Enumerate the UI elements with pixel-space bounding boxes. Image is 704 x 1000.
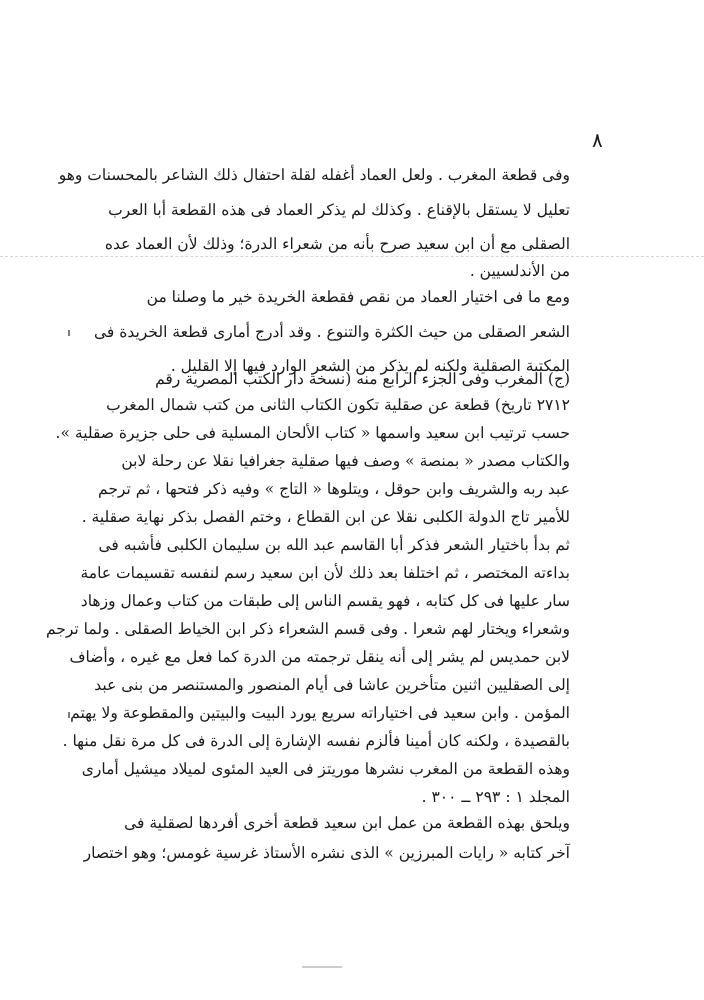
text-line: تعليل لا يستقل بالإقناع . وكذلك لم يذكر العماد فى هذه القطعة أبا العرب xyxy=(108,200,570,219)
scan-smudge xyxy=(302,966,342,968)
text-line: ومع ما فى اختيار العماد من نقص فقطعة الخريدة خير ما وصلنا من xyxy=(146,288,570,306)
page-number: ٨ xyxy=(592,128,603,152)
text-line: وفى قطعة المغرب . ولعل العماد أغفله لقلة احتفال ذلك الشاعر بالمحسنات وهو xyxy=(58,166,570,184)
text-line: من الأندلسيين . xyxy=(469,261,570,280)
text-line: لابن حمديس لم يشر إلى أنه ينقل ترجمته من الدرة كما فعل مع غيره ، وأضاف xyxy=(69,648,570,666)
text-line: ٢٧١٢ تاريخ) قطعة عن صقلية تكون الكتاب الثانى من كتب شمال المغرب xyxy=(106,396,570,414)
text-line: المكتبة الصقلية ولكنه لم يذكر من الشعر الوارد فيها إلا القليل . xyxy=(170,357,570,376)
text-line: الشعر الصقلى من حيث الكثرة والتنوع . وقد أدرج أمارى قطعة الخريدة فى xyxy=(93,322,570,341)
text-line: عبد ربه والشريف وابن حوقل ، ويتلوها « التاج » وفيه ذكر فتحها ، ثم ترجم xyxy=(98,480,570,498)
text-line: وهذه القطعة من المغرب نشرها موريتز فى العيد المئوى لميلاد ميشيل أمارى xyxy=(81,760,570,778)
text-line: المجلد ١ : ٢٩٣ ــ ٣٠٠ . xyxy=(421,788,570,806)
text-line: سار عليها فى كل كتابه ، فهو يقسم الناس إلى طبقات من كتاب وعمال وزهاد xyxy=(80,592,570,610)
text-line: وشعراء ويختار لهم شعرا . وفى قسم الشعراء ذكر ابن الخياط الصقلى . ولما ترجم xyxy=(45,620,570,638)
margin-mark xyxy=(68,330,70,336)
text-line: المؤمن . وابن سعيد فى اختياراته سريع يورد البيت والبيتين والمقطوعة ولا يهتم xyxy=(70,704,570,722)
paragraph-1 xyxy=(58,158,570,280)
text-line: ثم بدأ باختيار الشعر فذكر أبا القاسم عبد الله بن سليمان الكلبى فأشبه فى xyxy=(98,536,570,554)
text-line: حسب ترتيب ابن سعيد واسمها « كتاب الألحان المسلية فى حلى جزيرة صقلية ». xyxy=(55,424,570,442)
paragraph-4 xyxy=(83,808,570,868)
text-line: والكتاب مصدر « بمنصة » وصف فيها صقلية جغرافيا نقلا عن رحلة لابن xyxy=(121,452,570,470)
text-line: ويلحق بهذه القطعة من عمل ابن سعيد قطعة أخرى أفردها لصقلية فى xyxy=(124,814,570,832)
text-line: بداءته المختصر ، ثم اختلفا بعد ذلك لأن ابن سعيد رسم لنفسه تقسيمات عامة xyxy=(80,564,570,582)
text-line: للأمير تاج الدولة الكلبى نقلا عن ابن القطاع ، وختم الفصل بذكر نهاية صقلية . xyxy=(81,508,570,526)
text-line: (ج) المغرب وفى الجزء الرابع منه (نسخة دار الكتب المصرية رقم xyxy=(155,370,570,388)
paragraph-3 xyxy=(45,367,570,811)
text-line: الصقلى مع أن ابن سعيد صرح بأنه من شعراء الدرة؛ وذلك لأن العماد عده xyxy=(104,235,570,254)
text-line: إلى الصقليين اثنين متأخرين عاشا فى أيام المنصور والمستنصر من بنى عبد xyxy=(94,676,570,694)
text-line: بالقصيدة ، ولكنه كان أمينا فألزم نفسه الإشارة إلى الدرة فى كل مرة نقل منها . xyxy=(62,732,570,750)
text-line: آخر كتابه « رايات المبرزين » الذى نشره الأستاذ غرسية غومس؛ وهو اختصار xyxy=(83,844,570,862)
